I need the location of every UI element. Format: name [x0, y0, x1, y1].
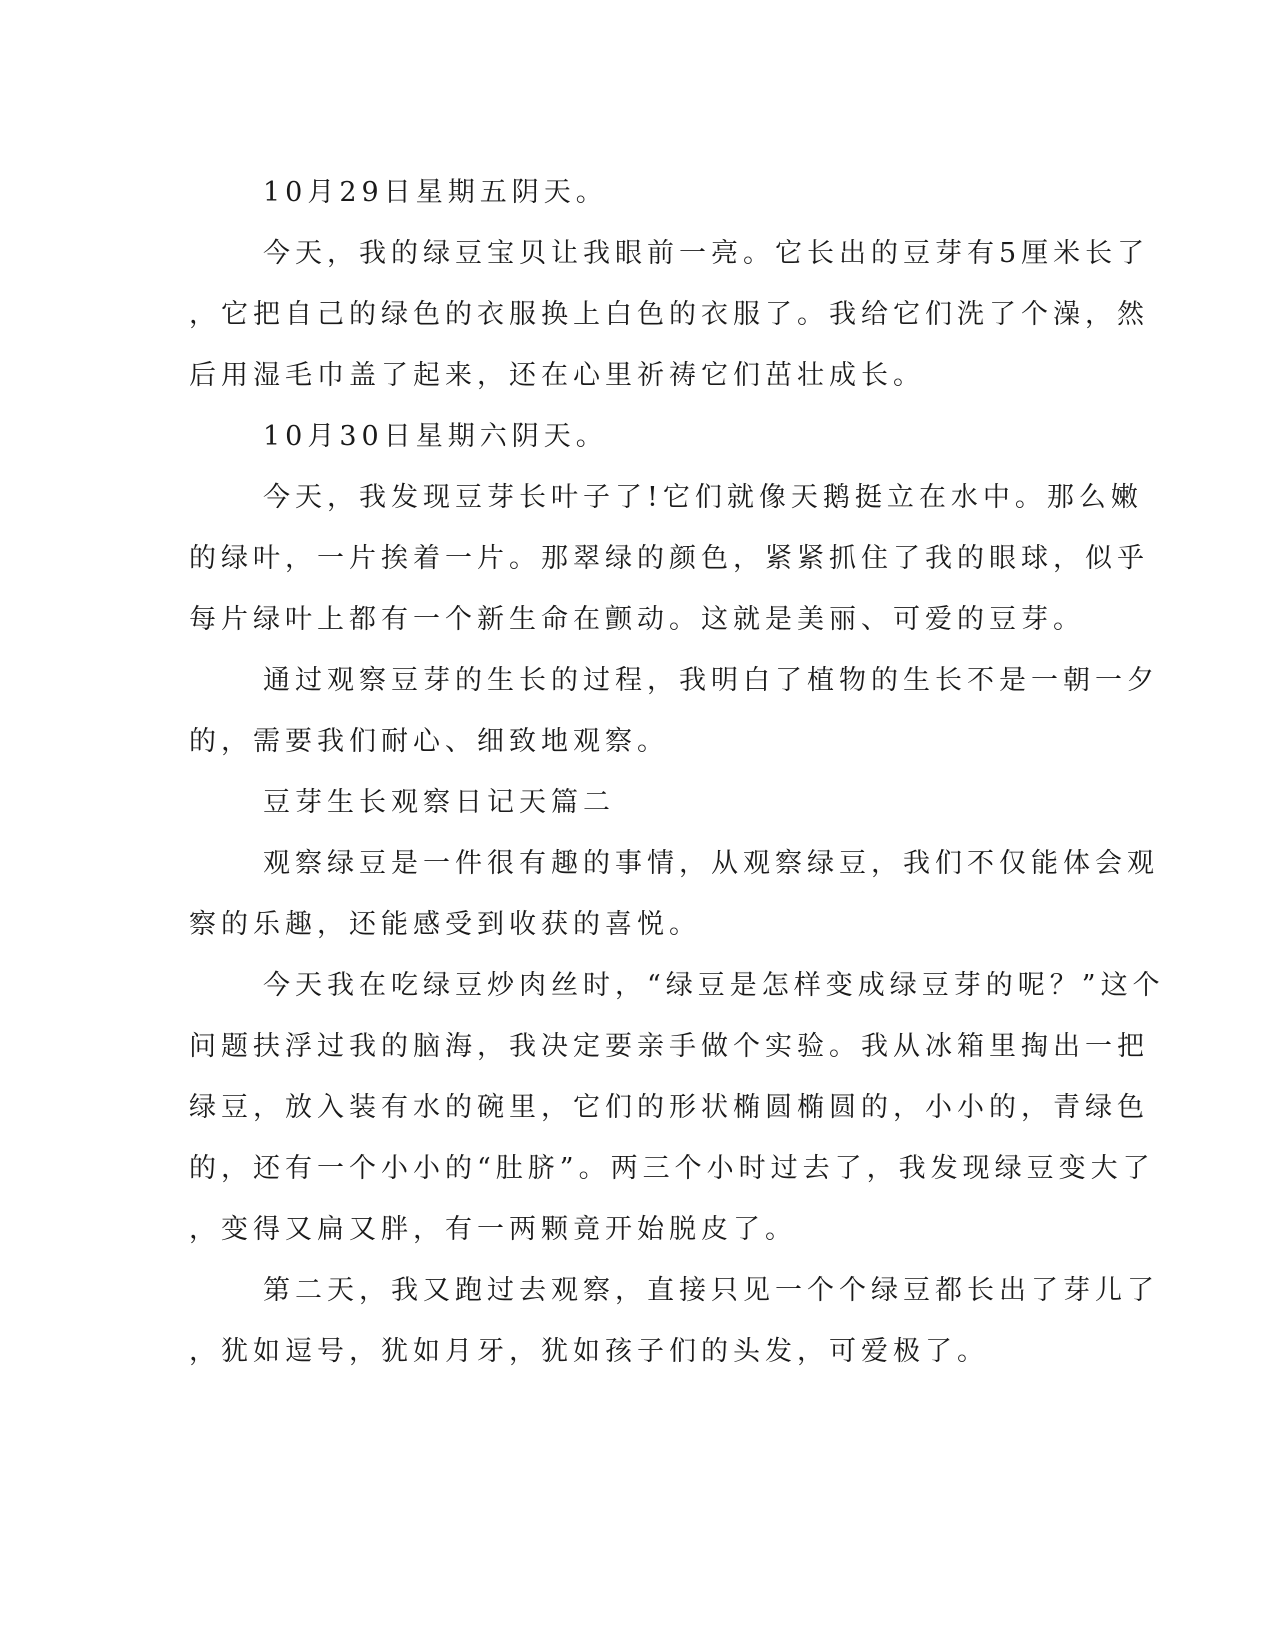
text-line: ，变得又扁又胖，有一两颗竟开始脱皮了。: [189, 1214, 797, 1245]
text-line: 观察绿豆是一件很有趣的事情，从观察绿豆，我们不仅能体会观: [263, 848, 1159, 879]
text-line: ，犹如逗号，犹如月牙，犹如孩子们的头发，可爱极了。: [189, 1336, 989, 1367]
text-line: 绿豆，放入装有水的碗里，它们的形状椭圆椭圆的，小小的，青绿色: [189, 1092, 1149, 1123]
text-line: 今天我在吃绿豆炒肉丝时，“绿豆是怎样变成绿豆芽的呢？”这个: [263, 970, 1165, 1001]
text-line: 的绿叶，一片挨着一片。那翠绿的颜色，紧紧抓住了我的眼球，似乎: [189, 543, 1149, 574]
text-line: 今天，我的绿豆宝贝让我眼前一亮。它长出的豆芽有5厘米长了: [263, 238, 1150, 269]
text-line: ，它把自己的绿色的衣服换上白色的衣服了。我给它们洗了个澡，然: [189, 299, 1149, 330]
text-line: 10月30日星期六阴天。: [263, 421, 608, 452]
text-line: 10月29日星期五阴天。: [263, 177, 608, 208]
document-body: [189, 162, 1165, 1382]
text-line: 问题扶浮过我的脑海，我决定要亲手做个实验。我从冰箱里掏出一把: [189, 1031, 1149, 1062]
text-line: 的，还有一个小小的“肚脐”。两三个小时过去了，我发现绿豆变大了: [189, 1153, 1155, 1184]
text-line: 今天，我发现豆芽长叶子了!它们就像天鹅挺立在水中。那么嫩: [263, 482, 1143, 513]
text-line: 第二天，我又跑过去观察，直接只见一个个绿豆都长出了芽儿了: [263, 1275, 1159, 1306]
text-line: 后用湿毛巾盖了起来，还在心里祈祷它们茁壮成长。: [189, 360, 925, 391]
text-line: 的，需要我们耐心、细致地观察。: [189, 726, 669, 757]
text-line: 察的乐趣，还能感受到收获的喜悦。: [189, 909, 701, 940]
text-line: 每片绿叶上都有一个新生命在颤动。这就是美丽、可爱的豆芽。: [189, 604, 1085, 635]
section-heading: 豆芽生长观察日记天篇二: [263, 787, 615, 818]
text-line: 通过观察豆芽的生长的过程，我明白了植物的生长不是一朝一夕: [263, 665, 1159, 696]
